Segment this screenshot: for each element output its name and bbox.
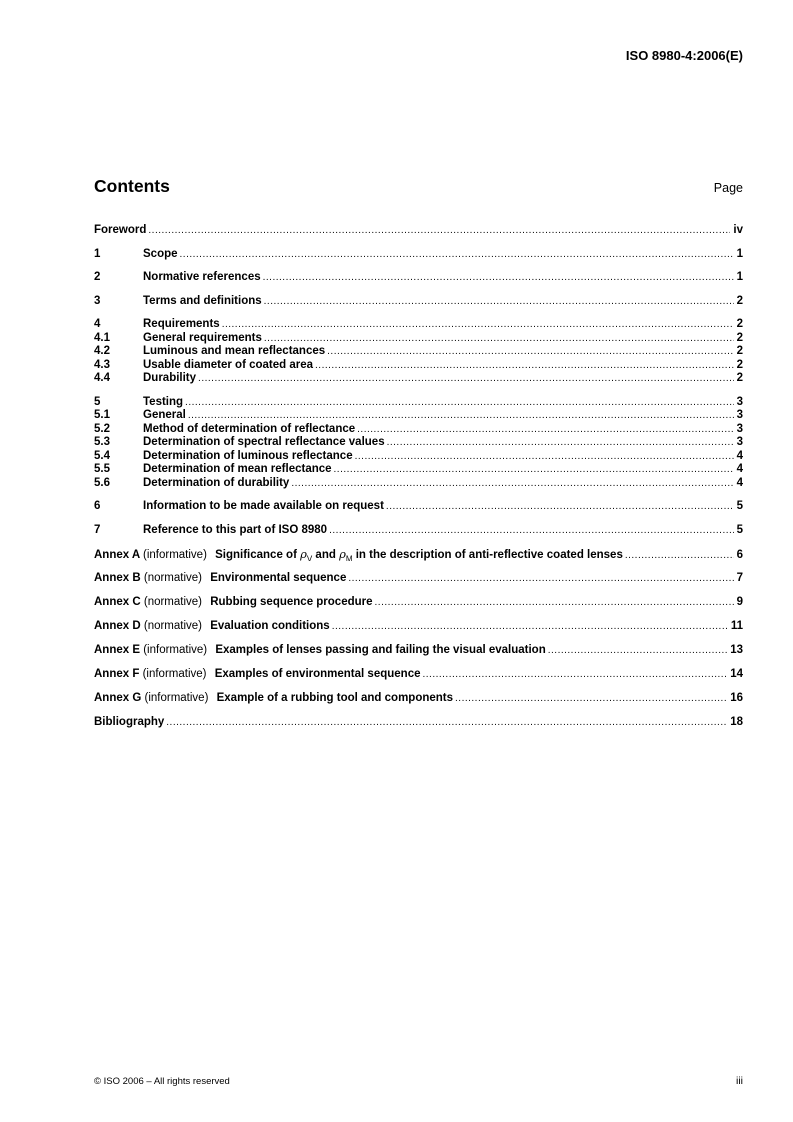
toc-number: 4.3	[94, 358, 110, 371]
toc-leader	[375, 596, 734, 610]
toc-leader	[264, 332, 734, 346]
annex-title-mid: and	[315, 548, 336, 561]
toc-number: 5.6	[94, 476, 110, 489]
annex-title: Rubbing sequence procedure	[210, 595, 373, 608]
annex-label: Annex E	[94, 643, 141, 656]
toc-leader	[357, 423, 733, 437]
toc-page: 14	[730, 667, 743, 680]
toc-leader	[180, 248, 734, 262]
annex-kind: (informative)	[142, 667, 207, 680]
toc-page: 13	[730, 643, 743, 656]
toc-leader	[422, 668, 727, 682]
toc-page: 2	[736, 345, 743, 357]
annex-title: Examples of lenses passing and failing the visual evaluation	[215, 643, 546, 656]
toc-entry-4-3[interactable]	[94, 359, 743, 373]
toc-number: 5.1	[94, 409, 110, 421]
toc-entry-7[interactable]	[94, 524, 743, 538]
standard-id: ISO 8980-4:2006(E)	[625, 48, 743, 63]
table-of-contents	[94, 224, 743, 729]
toc-number: 4.1	[94, 331, 110, 344]
toc-page: 5	[736, 500, 743, 512]
toc-page: 2	[736, 294, 743, 307]
toc-entry-5-6[interactable]	[94, 477, 743, 491]
toc-title: Reference to this part of ISO 8980	[143, 523, 328, 536]
toc-leader	[455, 692, 727, 706]
annex-title: Example of a rubbing tool and components	[216, 691, 454, 704]
toc-entry-4[interactable]	[94, 318, 743, 332]
toc-page: iv	[733, 224, 743, 236]
toc-number: 5.4	[94, 449, 110, 462]
toc-leader	[148, 224, 730, 238]
annex-kind: (informative)	[144, 691, 209, 704]
toc-leader	[327, 345, 733, 359]
toc-title: Bibliography	[94, 715, 165, 728]
toc-entry-5-5[interactable]	[94, 463, 743, 477]
toc-leader	[188, 409, 734, 423]
copyright-notice: © ISO 2006 – All rights reserved	[94, 1076, 230, 1087]
toc-title: Requirements	[143, 318, 220, 330]
toc-leader	[291, 477, 733, 491]
annex-title: Environmental sequence	[210, 571, 347, 584]
toc-number: 6	[94, 500, 101, 512]
annex-kind: (normative)	[143, 571, 203, 584]
toc-title: Determination of mean reflectance	[143, 463, 332, 475]
annex-kind: (normative)	[143, 595, 203, 608]
toc-page: 4	[736, 476, 743, 489]
toc-title: Determination of durability	[143, 476, 290, 489]
toc-entry-3[interactable]	[94, 295, 743, 309]
toc-page: 18	[730, 715, 743, 728]
toc-entry-annex-e[interactable]	[94, 644, 743, 658]
toc-page: 11	[730, 619, 743, 632]
toc-page: 1	[736, 271, 743, 283]
toc-number: 5.3	[94, 436, 110, 448]
annex-title: Evaluation conditions	[210, 619, 330, 632]
annex-kind: (informative)	[143, 548, 207, 561]
toc-page: 7	[736, 571, 743, 584]
toc-page: 3	[736, 436, 743, 448]
toc-page: 4	[736, 449, 743, 462]
toc-leader	[355, 450, 734, 464]
toc-leader	[386, 500, 734, 514]
annex-title: Examples of environmental sequence	[214, 667, 421, 680]
toc-page: 1	[736, 247, 743, 260]
toc-leader	[348, 572, 733, 586]
annex-label: Annex F	[94, 667, 140, 680]
toc-leader	[185, 396, 734, 410]
contents-title: Contents	[94, 176, 170, 196]
toc-entry-4-4[interactable]	[94, 372, 743, 386]
toc-title: Foreword	[94, 224, 147, 236]
toc-title: Terms and definitions	[143, 294, 262, 307]
annex-title-post: in the description of anti-reflective coated lenses	[355, 548, 623, 561]
toc-title: Normative references	[143, 271, 261, 283]
toc-title: Luminous and mean reflectances	[143, 345, 326, 357]
toc-leader	[264, 295, 734, 309]
toc-page: 9	[736, 595, 743, 608]
toc-page: 2	[736, 358, 743, 371]
toc-page: 2	[736, 331, 743, 344]
annex-kind: (normative)	[143, 619, 203, 632]
toc-entry-annex-b[interactable]	[94, 572, 743, 586]
toc-title: General	[143, 409, 186, 421]
toc-entry-5-1[interactable]	[94, 409, 743, 423]
toc-page: 3	[736, 422, 743, 435]
toc-title	[94, 692, 453, 706]
toc-entry-5-2[interactable]	[94, 423, 743, 437]
toc-title: Method of determination of reflectance	[143, 422, 356, 435]
toc-number: 5	[94, 395, 101, 408]
toc-entry-annex-a[interactable]	[94, 548, 743, 562]
toc-entry-4-1[interactable]	[94, 332, 743, 346]
toc-title: Information to be made available on request	[143, 500, 384, 512]
toc-number: 5.2	[94, 422, 110, 435]
toc-entry-1[interactable]	[94, 248, 743, 262]
toc-title: Determination of spectral reflectance values	[143, 436, 385, 448]
toc-entry-5-3[interactable]	[94, 436, 743, 450]
toc-leader	[315, 359, 734, 373]
toc-leader	[548, 644, 727, 658]
annex-title-pre: Significance of	[215, 548, 297, 561]
toc-leader	[625, 549, 734, 562]
toc-leader	[222, 318, 734, 332]
toc-entry-4-2[interactable]	[94, 345, 743, 359]
annex-kind: (informative)	[143, 643, 208, 656]
toc-title: Durability	[143, 372, 197, 384]
toc-page: 5	[736, 523, 743, 536]
toc-entry-bibliography[interactable]	[94, 716, 743, 730]
toc-entry-5-4[interactable]	[94, 450, 743, 464]
toc-page: 3	[736, 395, 743, 408]
toc-number: 4	[94, 318, 101, 330]
toc-page: 2	[736, 318, 743, 330]
annex-label: Annex B	[94, 571, 141, 584]
toc-page: 4	[736, 463, 743, 475]
toc-title	[94, 620, 330, 634]
toc-title	[94, 572, 346, 586]
toc-title	[94, 596, 373, 610]
toc-title	[94, 668, 420, 682]
toc-title: Testing	[143, 395, 184, 408]
contents-header	[94, 176, 743, 197]
toc-title	[94, 644, 546, 658]
toc-title: Determination of luminous reflectance	[143, 449, 353, 462]
toc-entry-annex-f[interactable]	[94, 668, 743, 682]
toc-page: 16	[730, 691, 743, 704]
toc-leader	[263, 271, 734, 285]
toc-page: 6	[736, 548, 743, 561]
toc-entry-annex-c[interactable]	[94, 596, 743, 610]
toc-number: 7	[94, 523, 101, 536]
page-number: iii	[736, 1075, 743, 1087]
toc-entry-annex-g[interactable]	[94, 692, 743, 706]
toc-entry-5[interactable]	[94, 396, 743, 410]
annex-label: Annex G	[94, 691, 142, 704]
rho-v-symbol: $\rho_V$	[300, 547, 313, 561]
toc-title: Scope	[143, 247, 178, 260]
toc-title	[94, 548, 623, 562]
toc-number: 4.2	[94, 345, 110, 357]
toc-entry-foreword[interactable]	[94, 224, 743, 238]
toc-leader	[198, 372, 734, 386]
toc-number: 2	[94, 271, 101, 283]
toc-leader	[166, 716, 727, 730]
toc-number: 4.4	[94, 372, 110, 384]
toc-entry-6[interactable]	[94, 500, 743, 514]
annex-label: Annex D	[94, 619, 141, 632]
toc-page: 3	[736, 409, 743, 421]
annex-label: Annex A	[94, 548, 140, 561]
toc-number: 3	[94, 294, 101, 307]
toc-page: 2	[736, 372, 743, 384]
toc-number: 5.5	[94, 463, 110, 475]
toc-leader	[332, 620, 728, 634]
toc-title: Usable diameter of coated area	[143, 358, 314, 371]
toc-number: 1	[94, 247, 101, 260]
toc-leader	[334, 463, 734, 477]
rho-m-symbol: $\rho_M$	[339, 547, 353, 561]
toc-entry-annex-d[interactable]	[94, 620, 743, 634]
annex-label: Annex C	[94, 595, 141, 608]
toc-leader	[329, 524, 734, 538]
toc-title: General requirements	[143, 331, 262, 344]
page-column-label: Page	[713, 181, 743, 195]
toc-leader	[387, 436, 734, 450]
toc-entry-2[interactable]	[94, 271, 743, 285]
